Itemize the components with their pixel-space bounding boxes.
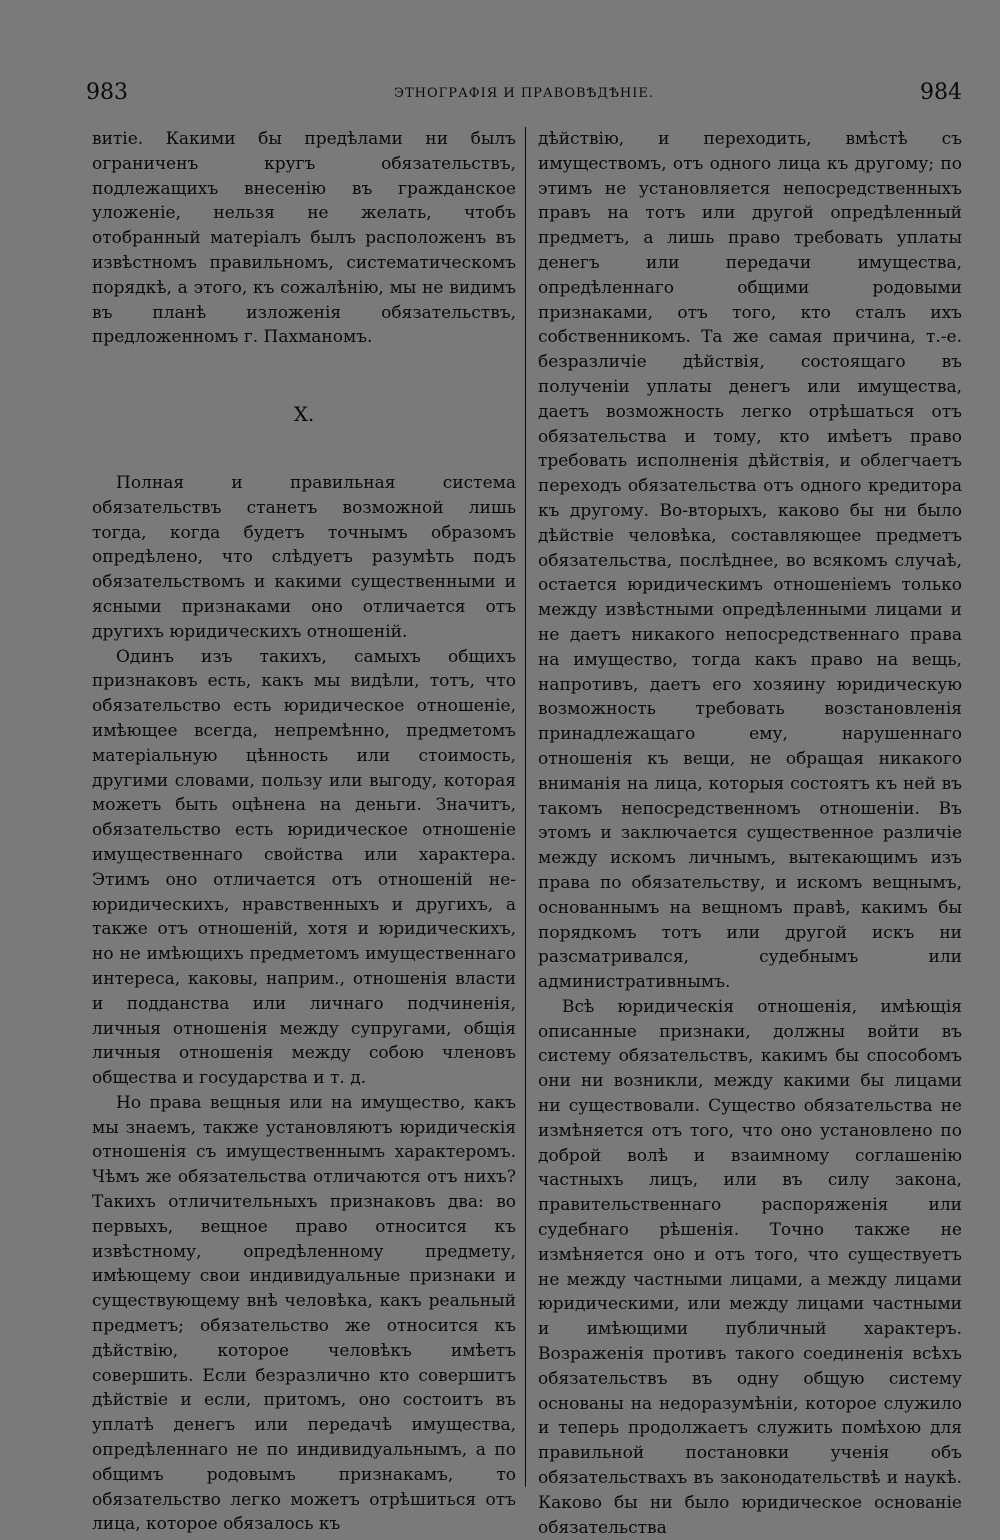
paragraph: Всѣ юридическія отношенія, имѣющія описанные признаки, должны войти въ систему обязательствъ, какимъ бы способомъ они ни возникли, между какими бы лицами ни существовали. Существо обязательства не измѣняется отъ того, что оно установлено по доброй волѣ и взаимному соглашенію частныхъ лицъ, или въ силу закона, правительственнаго распоряженія или судебнаго рѣшенія. Точно также не измѣняется оно и отъ того, что существуетъ не между частными лицами, а между лицами юридическими, или между лицами частными и имѣющими публичный характеръ. Возраженія противъ такого соединенія всѣхъ обязательствъ въ одну общую систему основаны на недоразумѣніи, которое служило и теперь продолжаетъ служить помѣхою для правильной постановки ученія объ обязательствахъ въ законодательствѣ и наукѣ. Каково бы ни было юридическое основаніе обязательства: [538, 996, 962, 1538]
paragraph: витіе. Какими бы предѣлами ни былъ ограниченъ кругъ обязательствъ, подлежащихъ внесенію въ гражданское уложеніе, нельзя не желать, чтобъ отобранный матеріалъ былъ расположенъ въ извѣстномъ правильномъ, систематическомъ порядкѣ, а этого, къ сожалѣнію, мы не видимъ въ планѣ изложенія обязательствъ, предложенномъ г. Пахманомъ.: [92, 129, 516, 348]
page-number-right: 984: [920, 80, 962, 105]
page-number-left: 983: [86, 80, 128, 105]
column-divider: [525, 127, 526, 1487]
running-title: ЭТНОГРАФІЯ И ПРАВОВѢДѢНІЕ.: [394, 86, 654, 101]
paragraph: Полная и правильная система обязательствъ станетъ возможной лишь тогда, когда будетъ точнымъ образомъ опредѣлено, что слѣдуетъ разумѣть подъ обязательствомъ и какими существенными и ясными признаками оно отличается отъ другихъ юридическихъ отношеній.: [92, 472, 516, 642]
paragraph: дѣйствію, и переходить, вмѣстѣ съ имуществомъ, отъ одного лица къ другому; по этимъ не установляется непосредственныхъ правъ на тотъ или другой опредѣленный предметъ, а лишь право требовать уплаты денегъ или передачи имущества, опредѣленнаго общими родовыми признаками, отъ того, кто сталъ ихъ собственникомъ. Та же самая причина, т.-е. безразличіе дѣйствія, состоящаго въ полученіи уплаты денегъ или имущества, даетъ возможность легко отрѣшаться отъ обязательства и тому, кто имѣетъ право требовать исполненія дѣйствія, и облегчаетъ переходъ обязательства отъ одного кредитора къ другому. Во-вторыхъ, каково бы ни было дѣйствіе человѣка, составляющее предметъ обязательства, послѣднее, во всякомъ случаѣ, остается юридическимъ отношеніемъ только между извѣстными опредѣленными лицами и не даетъ никакого непосредственнаго права на имущество, тогда какъ право на вещь, напротивъ, даетъ его хозяину юридическую возможность требовать возстановленія принадлежащаго ему, нарушеннаго отношенія къ вещи, не обращая никакого вниманія на лица, которыя состоятъ къ ней въ такомъ непосредственномъ отношеніи. Въ этомъ и заключается существенное различіе между искомъ личнымъ, вытекающимъ изъ права по обязательству, и искомъ вещнымъ, основаннымъ на вещномъ правѣ, какимъ бы порядкомъ тотъ или другой искъ ни разсматривался, судебнымъ или административнымъ.: [538, 129, 962, 993]
paragraph: Одинъ изъ такихъ, самыхъ общихъ признаковъ есть, какъ мы видѣли, тотъ, что обязательство есть юридическое отношеніе, имѣющее всегда, непремѣнно, предметомъ матеріальную цѣнность или стоимость, другими словами, пользу или выгоду, которая можетъ быть оцѣнена на деньги. Значитъ, обязательство есть юридическое отношеніе имущественнаго свойства или характера. Этимъ оно отличается отъ отношеній не-юридическихъ, нравственныхъ и другихъ, а также отъ отношеній, хотя и юридическихъ, но не имѣющихъ предметомъ имущественнаго интереса, каковы, наприм., отношенія власти и подданства или личнаго подчиненія, личныя отношенія между супругами, общія личныя отношенія между собою членовъ общества и государства и т. д.: [92, 646, 516, 1089]
paragraph: Но права вещныя или на имущество, какъ мы знаемъ, также установляютъ юридическія отношенія съ имущественнымъ характеромъ. Чѣмъ же обязательства отличаются отъ нихъ? Такихъ отличительныхъ признаковъ два: во первыхъ, вещное право относится къ извѣстному, опредѣленному предмету, имѣющему свои индивидуальные признаки и существующему внѣ человѣка, какъ реальный предметъ; обязательство же относится къ дѣйствію, которое человѣкъ имѣетъ совершить. Если безразлично кто совершитъ дѣйствіе и если, притомъ, оно состоитъ въ уплатѣ денегъ или передачѣ имущества, опредѣленнаго не по индивидуальнымъ, а по общимъ родовымъ признакамъ, то обязательство легко можетъ отрѣшиться отъ лица, которое обязалось къ: [92, 1092, 516, 1535]
section-heading: X.: [293, 402, 315, 427]
page-header: [86, 80, 962, 110]
left-column: [92, 127, 516, 1535]
right-column: [538, 127, 962, 1538]
